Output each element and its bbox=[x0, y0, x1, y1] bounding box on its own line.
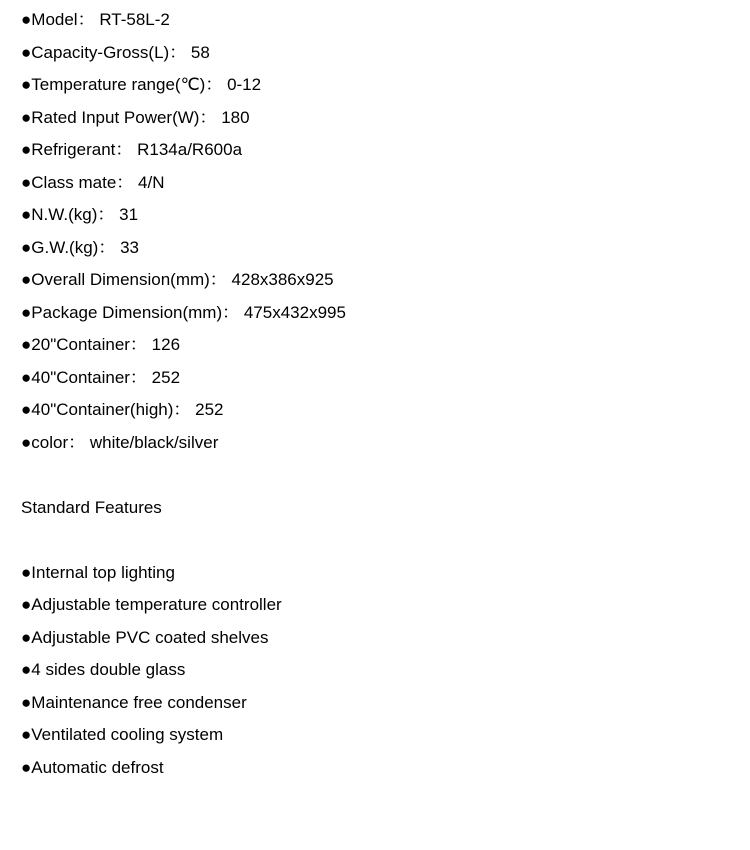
spec-line bbox=[21, 73, 721, 106]
bullet-icon: ● bbox=[21, 595, 32, 614]
spec-line bbox=[21, 106, 721, 139]
feature-text: Adjustable PVC coated shelves bbox=[31, 627, 269, 647]
spec-line bbox=[21, 203, 721, 236]
spec-value: 252 bbox=[146, 367, 181, 387]
spec-value: 126 bbox=[146, 335, 181, 354]
feature-line bbox=[21, 593, 721, 626]
feature-line bbox=[21, 658, 721, 691]
spec-label: N.W.(kg)： bbox=[31, 205, 115, 224]
product-spec-document bbox=[21, 8, 721, 788]
spec-label: Model： bbox=[31, 10, 95, 29]
spec-value: white/black/silver bbox=[85, 432, 219, 452]
spec-label: G.W.(kg)： bbox=[31, 237, 116, 257]
bullet-icon: ● bbox=[21, 10, 32, 29]
spec-value: RT-58L-2 bbox=[94, 10, 170, 29]
bullet-icon: ● bbox=[21, 367, 32, 387]
spec-line bbox=[21, 171, 721, 204]
spec-value: 4/N bbox=[133, 172, 165, 192]
feature-text: Maintenance free condenser bbox=[31, 692, 247, 712]
bullet-icon: ● bbox=[21, 757, 32, 777]
spec-label: Temperature range(℃)： bbox=[31, 75, 223, 94]
spec-label: 20"Container： bbox=[31, 335, 147, 354]
spec-value: 475x432x995 bbox=[239, 302, 346, 322]
bullet-icon: ● bbox=[21, 627, 32, 647]
bullet-icon: ● bbox=[21, 302, 32, 322]
feature-text: 4 sides double glass bbox=[31, 660, 186, 679]
feature-list bbox=[21, 561, 721, 789]
bullet-icon: ● bbox=[21, 172, 32, 192]
spec-value: 58 bbox=[186, 42, 210, 62]
feature-line bbox=[21, 626, 721, 659]
bullet-icon: ● bbox=[21, 107, 32, 127]
bullet-icon: ● bbox=[21, 75, 32, 94]
feature-text: Ventilated cooling system bbox=[31, 725, 224, 744]
spacer bbox=[21, 528, 721, 561]
spec-line bbox=[21, 236, 721, 269]
spec-line bbox=[21, 8, 721, 41]
feature-line bbox=[21, 723, 721, 756]
spec-line bbox=[21, 366, 721, 399]
feature-text: Internal top lighting bbox=[31, 562, 175, 582]
bullet-icon: ● bbox=[21, 432, 32, 452]
features-heading: Standard Features bbox=[21, 497, 162, 517]
spec-list bbox=[21, 8, 721, 463]
bullet-icon: ● bbox=[21, 725, 32, 744]
spec-value: R134a/R600a bbox=[132, 140, 243, 159]
feature-line bbox=[21, 756, 721, 789]
spec-line bbox=[21, 333, 721, 366]
spec-value: 31 bbox=[114, 205, 139, 224]
spacer bbox=[21, 463, 721, 496]
spec-label: Rated Input Power(W)： bbox=[31, 107, 217, 127]
feature-text: Adjustable temperature controller bbox=[31, 595, 282, 614]
bullet-icon: ● bbox=[21, 205, 32, 224]
spec-label: color： bbox=[31, 432, 86, 452]
bullet-icon: ● bbox=[21, 562, 32, 582]
spec-label: Overall Dimension(mm)： bbox=[31, 270, 227, 289]
feature-line bbox=[21, 691, 721, 724]
bullet-icon: ● bbox=[21, 237, 32, 257]
spec-label: Refrigerant： bbox=[31, 140, 133, 159]
spec-line bbox=[21, 268, 721, 301]
feature-text: Automatic defrost bbox=[31, 757, 164, 777]
bullet-icon: ● bbox=[21, 692, 32, 712]
spec-line bbox=[21, 431, 721, 464]
spec-line bbox=[21, 301, 721, 334]
spec-label: 40"Container： bbox=[31, 367, 147, 387]
spec-value: 428x386x925 bbox=[226, 270, 334, 289]
spec-value: 180 bbox=[216, 107, 250, 127]
spec-label: Class mate： bbox=[31, 172, 134, 192]
spec-label: 40"Container(high)： bbox=[31, 400, 191, 419]
feature-line bbox=[21, 561, 721, 594]
spec-value: 0-12 bbox=[222, 75, 262, 94]
spec-value: 252 bbox=[190, 400, 224, 419]
spec-line bbox=[21, 41, 721, 74]
spec-label: Package Dimension(mm)： bbox=[31, 302, 240, 322]
bullet-icon: ● bbox=[21, 42, 32, 62]
bullet-icon: ● bbox=[21, 140, 32, 159]
spec-line bbox=[21, 138, 721, 171]
bullet-icon: ● bbox=[21, 335, 32, 354]
spec-line bbox=[21, 398, 721, 431]
bullet-icon: ● bbox=[21, 270, 32, 289]
bullet-icon: ● bbox=[21, 660, 32, 679]
bullet-icon: ● bbox=[21, 400, 32, 419]
spec-label: Capacity-Gross(L)： bbox=[31, 42, 187, 62]
spec-value: 33 bbox=[115, 237, 139, 257]
